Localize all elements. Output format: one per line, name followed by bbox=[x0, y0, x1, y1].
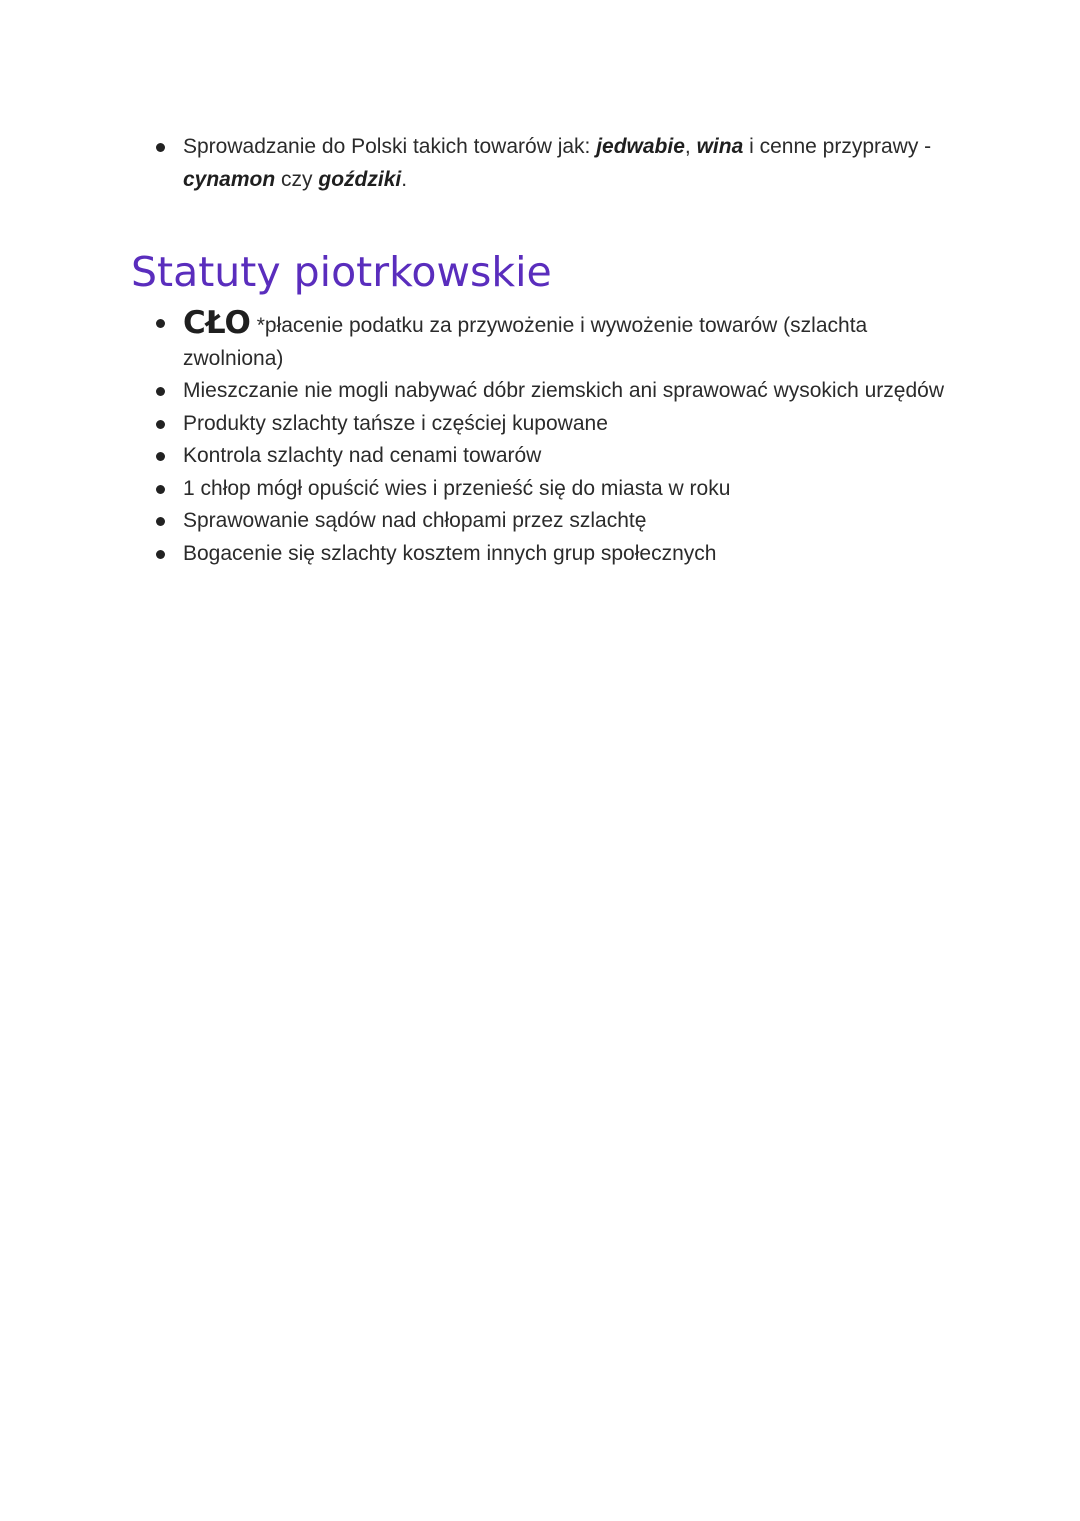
bullet-icon bbox=[156, 485, 165, 494]
list-item-text: Mieszczanie nie mogli nabywać dóbr ziemskich ani sprawować wysokich urzędów bbox=[183, 379, 944, 402]
term-cynamon: cynamon bbox=[183, 167, 276, 191]
term-clo: CŁO bbox=[183, 305, 251, 341]
bullet-icon bbox=[156, 550, 165, 559]
term-gozdziki: goździki bbox=[318, 167, 402, 191]
bullet-icon bbox=[156, 319, 165, 328]
list-item bbox=[183, 440, 963, 473]
list-item-text: Sprawowanie sądów nad chłopami przez szlachtę bbox=[183, 509, 647, 532]
item-text: Sprowadzanie do Polski takich towarów jak: bbox=[183, 135, 597, 158]
item-text-mid2: czy bbox=[275, 167, 319, 191]
section-heading: Statuty piotrkowskie bbox=[131, 248, 552, 296]
list-item bbox=[183, 505, 963, 538]
bullet-icon bbox=[156, 452, 165, 461]
clo-description: *płacenie podatku za przywożenie i wywożenie towarów (szlachta zwolniona) bbox=[183, 314, 868, 370]
list-item-text: Produkty szlachty tańsze i częściej kupowane bbox=[183, 411, 608, 435]
list-item bbox=[183, 473, 963, 506]
term-jedwabie: jedwabie bbox=[596, 135, 685, 158]
item-text-end: . bbox=[401, 167, 408, 191]
bullet-icon bbox=[156, 420, 165, 429]
list-item-text: Kontrola szlachty nad cenami towarów bbox=[183, 444, 542, 467]
term-wina: wina bbox=[696, 135, 744, 158]
list-item-text: Bogacenie się szlachty kosztem innych grup społecznych bbox=[183, 541, 717, 565]
bullet-icon bbox=[156, 517, 165, 526]
bullet-icon bbox=[156, 387, 165, 396]
separator: , bbox=[684, 135, 697, 158]
statutes-list bbox=[183, 307, 963, 570]
list-item-clo bbox=[183, 307, 963, 375]
list-item bbox=[183, 408, 963, 441]
list-item-imported-goods bbox=[183, 131, 963, 196]
goods-list bbox=[183, 131, 963, 196]
bullet-icon bbox=[156, 143, 165, 152]
list-item bbox=[183, 375, 963, 408]
item-text-mid: i cenne przyprawy - bbox=[743, 135, 932, 158]
list-item bbox=[183, 538, 963, 571]
list-item-text: 1 chłop mógł opuścić wies i przenieść się do miasta w roku bbox=[183, 476, 731, 500]
